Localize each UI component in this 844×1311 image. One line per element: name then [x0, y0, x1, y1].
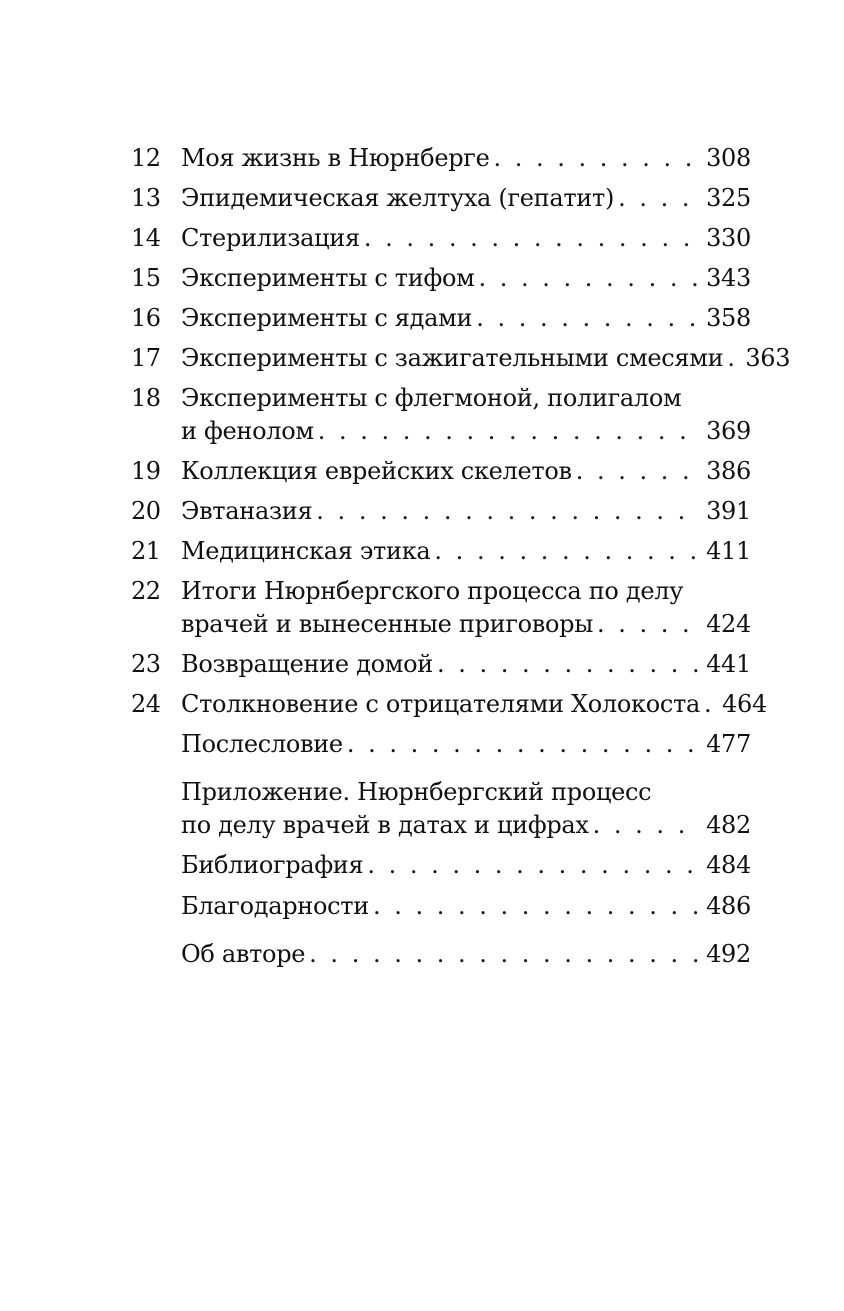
toc-entry-23[interactable] — [131, 648, 751, 681]
toc-entry-14[interactable] — [131, 222, 751, 255]
toc-line — [181, 575, 751, 608]
chapter-number: 16 — [131, 304, 161, 332]
chapter-number: 17 — [131, 344, 161, 372]
toc-entry-body — [181, 262, 751, 295]
toc-line — [181, 648, 751, 681]
chapter-number: 13 — [131, 184, 161, 212]
dot-leader — [318, 415, 698, 448]
chapter-title: Возвращение домой — [181, 650, 433, 678]
dot-leader — [618, 182, 698, 215]
toc-entry-about-author[interactable] — [131, 938, 751, 971]
toc-entry-body — [181, 648, 751, 681]
toc-entry-body — [181, 142, 751, 175]
chapter-number: 21 — [131, 537, 161, 565]
chapter-number: 18 — [131, 384, 161, 412]
chapter-title: Библиография — [181, 851, 364, 879]
dot-leader — [593, 809, 698, 842]
toc-entry-13[interactable] — [131, 182, 751, 215]
toc-entry-20[interactable] — [131, 495, 751, 528]
page-number: 482 — [706, 811, 751, 839]
toc-entry-body — [181, 535, 751, 568]
toc-entry-17[interactable] — [131, 342, 791, 375]
toc-line — [181, 302, 751, 335]
toc-line — [181, 182, 751, 215]
dot-leader — [434, 535, 698, 568]
chapter-number: 14 — [131, 224, 161, 252]
toc-entry-body — [181, 382, 751, 448]
toc-line — [181, 938, 751, 971]
toc-line — [181, 608, 751, 641]
chapter-title: Эвтаназия — [181, 497, 313, 525]
page-number: 464 — [722, 690, 767, 718]
toc-entry-16[interactable] — [131, 302, 751, 335]
page-number: 308 — [706, 144, 751, 172]
toc-entry-22[interactable] — [131, 575, 751, 641]
toc-entry-body — [181, 728, 751, 761]
chapter-number: 23 — [131, 650, 161, 678]
toc-entry-body — [181, 776, 751, 842]
toc-entry-18[interactable] — [131, 382, 751, 448]
chapter-number: 19 — [131, 457, 161, 485]
chapter-title: Эксперименты с зажигательными смесями — [181, 344, 724, 372]
toc-entry-body — [181, 222, 751, 255]
page-number: 486 — [706, 892, 751, 920]
dot-leader — [367, 849, 698, 882]
chapter-title: Итоги Нюрнбергского процесса по делу — [181, 577, 684, 605]
page-number: 441 — [706, 650, 751, 678]
chapter-title-continued: и фенолом — [181, 417, 314, 445]
page-number: 343 — [706, 264, 751, 292]
toc-line — [181, 222, 751, 255]
toc-entry-acknowledgements[interactable] — [131, 890, 751, 923]
toc-line — [181, 455, 751, 488]
chapter-title: Эксперименты с ядами — [181, 304, 473, 332]
toc-line — [181, 688, 767, 721]
chapter-number: 24 — [131, 690, 161, 718]
dot-leader — [373, 890, 698, 923]
toc-entry-body — [181, 575, 751, 641]
toc-entry-body — [181, 688, 767, 721]
toc-line — [181, 382, 751, 415]
page-number: 330 — [706, 224, 751, 252]
dot-leader — [476, 302, 698, 335]
chapter-title: Медицинская этика — [181, 537, 431, 565]
toc-entry-afterword[interactable] — [131, 728, 751, 761]
chapter-title: Коллекция еврейских скелетов — [181, 457, 572, 485]
chapter-title-continued: врачей и вынесенные приговоры — [181, 610, 593, 638]
toc-line — [181, 776, 751, 809]
chapter-title-continued: по делу врачей в датах и цифрах — [181, 811, 589, 839]
chapter-number: 20 — [131, 497, 161, 525]
page-number: 424 — [706, 610, 751, 638]
toc-line — [181, 142, 751, 175]
toc-entry-15[interactable] — [131, 262, 751, 295]
dot-leader — [597, 608, 698, 641]
page-number: 358 — [706, 304, 751, 332]
chapter-title: Приложение. Нюрнбергский процесс — [181, 778, 652, 806]
toc-entry-12[interactable] — [131, 142, 751, 175]
chapter-title: Эпидемическая желтуха (гепатит) — [181, 184, 615, 212]
toc-line — [181, 415, 751, 448]
page-number: 369 — [706, 417, 751, 445]
page-number: 363 — [745, 344, 791, 372]
page-number: 477 — [706, 730, 751, 758]
chapter-number: 22 — [131, 577, 161, 605]
chapter-title: Стерилизация — [181, 224, 360, 252]
chapter-title: Эксперименты с тифом — [181, 264, 475, 292]
toc-entry-body — [181, 455, 751, 488]
toc-line — [181, 342, 791, 375]
dot-leader — [576, 455, 698, 488]
page-number: 386 — [706, 457, 751, 485]
toc-line — [181, 495, 751, 528]
chapter-number: 12 — [131, 144, 161, 172]
toc-line — [181, 849, 751, 882]
dot-leader — [727, 342, 737, 375]
toc-entry-bibliography[interactable] — [131, 849, 751, 882]
chapter-title: Эксперименты с флегмоной, полигалом — [181, 384, 682, 412]
page-number: 325 — [706, 184, 751, 212]
toc-entry-24[interactable] — [131, 688, 767, 721]
toc-line — [181, 535, 751, 568]
toc-line — [181, 728, 751, 761]
dot-leader — [437, 648, 698, 681]
toc-entry-19[interactable] — [131, 455, 751, 488]
chapter-title: Столкновение с отрицателями Холокоста — [181, 690, 700, 718]
page-number: 411 — [706, 537, 751, 565]
toc-line — [181, 262, 751, 295]
toc-line — [181, 890, 751, 923]
chapter-title: Послесловие — [181, 730, 343, 758]
toc-entry-body — [181, 849, 751, 882]
dot-leader — [347, 728, 698, 761]
dot-leader — [493, 142, 698, 175]
dot-leader — [309, 938, 698, 971]
toc-line — [181, 809, 751, 842]
page-number: 391 — [706, 497, 751, 525]
chapter-title: Моя жизнь в Нюрнберге — [181, 144, 490, 172]
chapter-title: Об авторе — [181, 940, 306, 968]
dot-leader — [316, 495, 698, 528]
chapter-number: 15 — [131, 264, 161, 292]
toc-entry-body — [181, 182, 751, 215]
page-number: 492 — [706, 940, 751, 968]
toc-entry-appendix[interactable] — [131, 776, 751, 842]
toc-entry-body — [181, 495, 751, 528]
toc-entry-body — [181, 302, 751, 335]
toc-entry-21[interactable] — [131, 535, 751, 568]
dot-leader — [479, 262, 699, 295]
toc-entry-body — [181, 890, 751, 923]
dot-leader — [364, 222, 698, 255]
chapter-title: Благодарности — [181, 892, 369, 920]
toc-entry-body — [181, 342, 791, 375]
table-of-contents — [131, 142, 791, 971]
dot-leader — [704, 688, 714, 721]
page-number: 484 — [706, 851, 751, 879]
toc-entry-body — [181, 938, 751, 971]
